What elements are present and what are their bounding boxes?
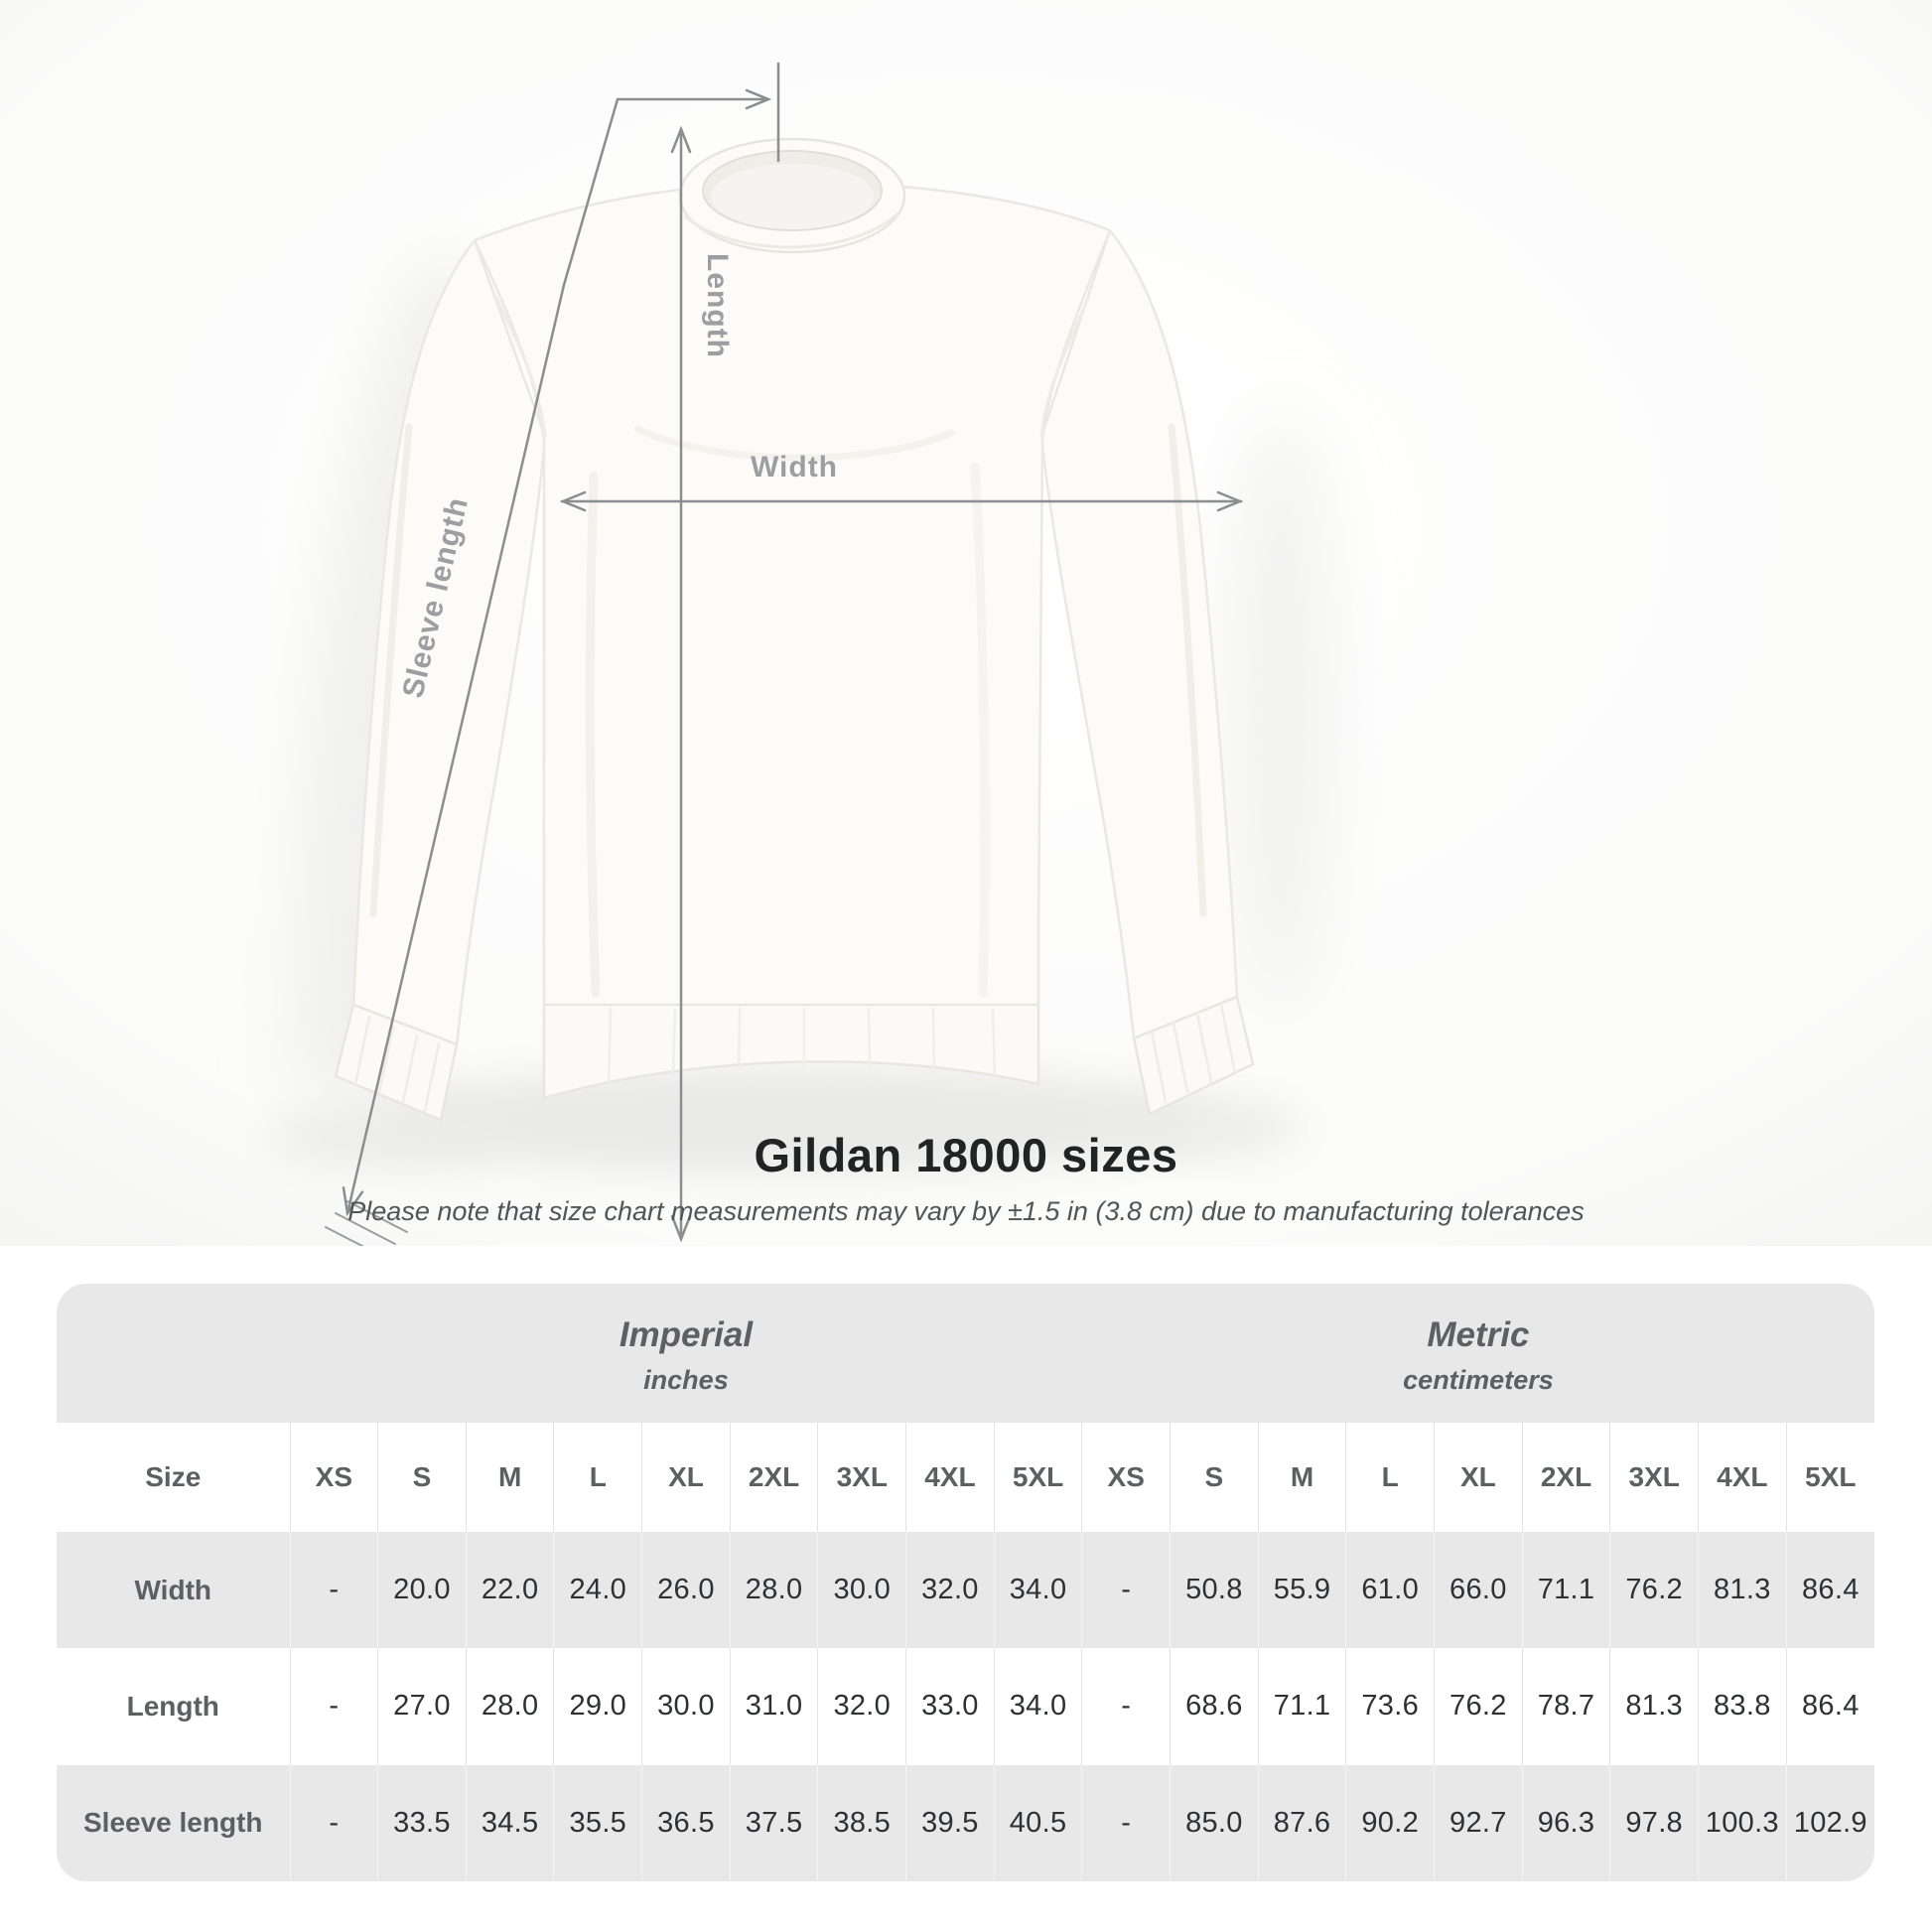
size-header-metric-5xl: 5XL <box>1786 1423 1874 1532</box>
value-cell: 37.5 <box>730 1765 818 1881</box>
size-header-imperial-5xl: 5XL <box>994 1423 1082 1532</box>
value-cell: 32.0 <box>906 1532 995 1648</box>
value-cell: 28.0 <box>730 1532 818 1648</box>
value-cell: 40.5 <box>994 1765 1082 1881</box>
value-cell: 24.0 <box>554 1532 642 1648</box>
value-cell: 87.6 <box>1258 1765 1346 1881</box>
value-cell: 85.0 <box>1171 1765 1259 1881</box>
band-spacer <box>57 1284 290 1423</box>
length-label: Length <box>701 253 734 358</box>
value-cell: 36.5 <box>642 1765 731 1881</box>
size-header-metric-xs: XS <box>1082 1423 1171 1532</box>
page-subtitle: Please note that size chart measurements may vary by ±1.5 in (3.8 cm) due to manufacturing tolerances <box>347 1196 1585 1226</box>
value-cell: 33.0 <box>906 1648 995 1764</box>
value-cell: 66.0 <box>1435 1532 1523 1648</box>
size-header-imperial-2xl: 2XL <box>730 1423 818 1532</box>
value-cell: 35.5 <box>554 1765 642 1881</box>
value-cell: 90.2 <box>1346 1765 1435 1881</box>
value-cell: - <box>1082 1648 1171 1764</box>
value-cell: 30.0 <box>642 1648 731 1764</box>
page-title: Gildan 18000 sizes <box>754 1129 1178 1181</box>
size-column-header: Size <box>57 1423 290 1532</box>
size-chart-table <box>57 1284 1874 1881</box>
unit-system-header-row <box>57 1284 1874 1423</box>
value-cell: 86.4 <box>1786 1532 1874 1648</box>
value-cell: 81.3 <box>1610 1648 1699 1764</box>
value-cell: 20.0 <box>378 1532 467 1648</box>
size-header-row <box>57 1423 1874 1532</box>
size-chart <box>57 1284 1874 1881</box>
value-cell: 71.1 <box>1522 1532 1610 1648</box>
row-label-length: Length <box>126 1690 219 1722</box>
title-block <box>0 1130 1932 1227</box>
size-header-metric-2xl: 2XL <box>1522 1423 1610 1532</box>
value-cell: - <box>290 1532 378 1648</box>
value-cell: 33.5 <box>378 1765 467 1881</box>
size-header-imperial-m: M <box>466 1423 554 1532</box>
value-cell: 39.5 <box>906 1765 995 1881</box>
size-header-imperial-xs: XS <box>290 1423 378 1532</box>
value-cell: 92.7 <box>1435 1765 1523 1881</box>
width-row <box>57 1532 1874 1648</box>
value-cell: 55.9 <box>1258 1532 1346 1648</box>
sleeve-length-row <box>57 1765 1874 1881</box>
size-header-metric-4xl: 4XL <box>1699 1423 1787 1532</box>
value-cell: 73.6 <box>1346 1648 1435 1764</box>
value-cell: - <box>1082 1765 1171 1881</box>
value-cell: 34.0 <box>994 1532 1082 1648</box>
row-label-sleeve-length: Sleeve length <box>82 1807 263 1839</box>
value-cell: 76.2 <box>1610 1532 1699 1648</box>
value-cell: 32.0 <box>818 1648 906 1764</box>
sleeve-length-label: Sleeve length <box>396 493 476 702</box>
size-header-imperial-xl: XL <box>642 1423 731 1532</box>
value-cell: 22.0 <box>466 1532 554 1648</box>
size-header-imperial-s: S <box>378 1423 467 1532</box>
value-cell: 81.3 <box>1699 1532 1787 1648</box>
value-cell: 71.1 <box>1258 1648 1346 1764</box>
value-cell: 96.3 <box>1522 1765 1610 1881</box>
metric-unit: centimeters <box>1403 1365 1554 1395</box>
value-cell: - <box>1082 1532 1171 1648</box>
size-header-metric-l: L <box>1346 1423 1435 1532</box>
value-cell: 34.0 <box>994 1648 1082 1764</box>
value-cell: 27.0 <box>378 1648 467 1764</box>
width-label: Width <box>750 451 839 483</box>
size-header-metric-xl: XL <box>1435 1423 1523 1532</box>
value-cell: 102.9 <box>1786 1765 1874 1881</box>
imperial-label: Imperial <box>619 1315 754 1354</box>
value-cell: 83.8 <box>1699 1648 1787 1764</box>
value-cell: 26.0 <box>642 1532 731 1648</box>
size-header-metric-m: M <box>1258 1423 1346 1532</box>
size-header-imperial-3xl: 3XL <box>818 1423 906 1532</box>
value-cell: 31.0 <box>730 1648 818 1764</box>
value-cell: 100.3 <box>1699 1765 1787 1881</box>
value-cell: 76.2 <box>1435 1648 1523 1764</box>
imperial-header <box>290 1284 1082 1423</box>
value-cell: 28.0 <box>466 1648 554 1764</box>
imperial-unit: inches <box>643 1365 729 1395</box>
metric-label: Metric <box>1427 1315 1530 1354</box>
size-header-metric-3xl: 3XL <box>1610 1423 1699 1532</box>
value-cell: 68.6 <box>1171 1648 1259 1764</box>
value-cell: 50.8 <box>1171 1532 1259 1648</box>
value-cell: 61.0 <box>1346 1532 1435 1648</box>
metric-header <box>1082 1284 1874 1423</box>
row-label-width: Width <box>134 1574 211 1605</box>
value-cell: 34.5 <box>466 1765 554 1881</box>
value-cell: 97.8 <box>1610 1765 1699 1881</box>
length-row <box>57 1648 1874 1764</box>
size-header-imperial-4xl: 4XL <box>906 1423 995 1532</box>
size-header-imperial-l: L <box>554 1423 642 1532</box>
value-cell: - <box>290 1765 378 1881</box>
value-cell: 78.7 <box>1522 1648 1610 1764</box>
value-cell: 30.0 <box>818 1532 906 1648</box>
value-cell: 86.4 <box>1786 1648 1874 1764</box>
value-cell: 29.0 <box>554 1648 642 1764</box>
value-cell: 38.5 <box>818 1765 906 1881</box>
size-header-metric-s: S <box>1171 1423 1259 1532</box>
value-cell: - <box>290 1648 378 1764</box>
